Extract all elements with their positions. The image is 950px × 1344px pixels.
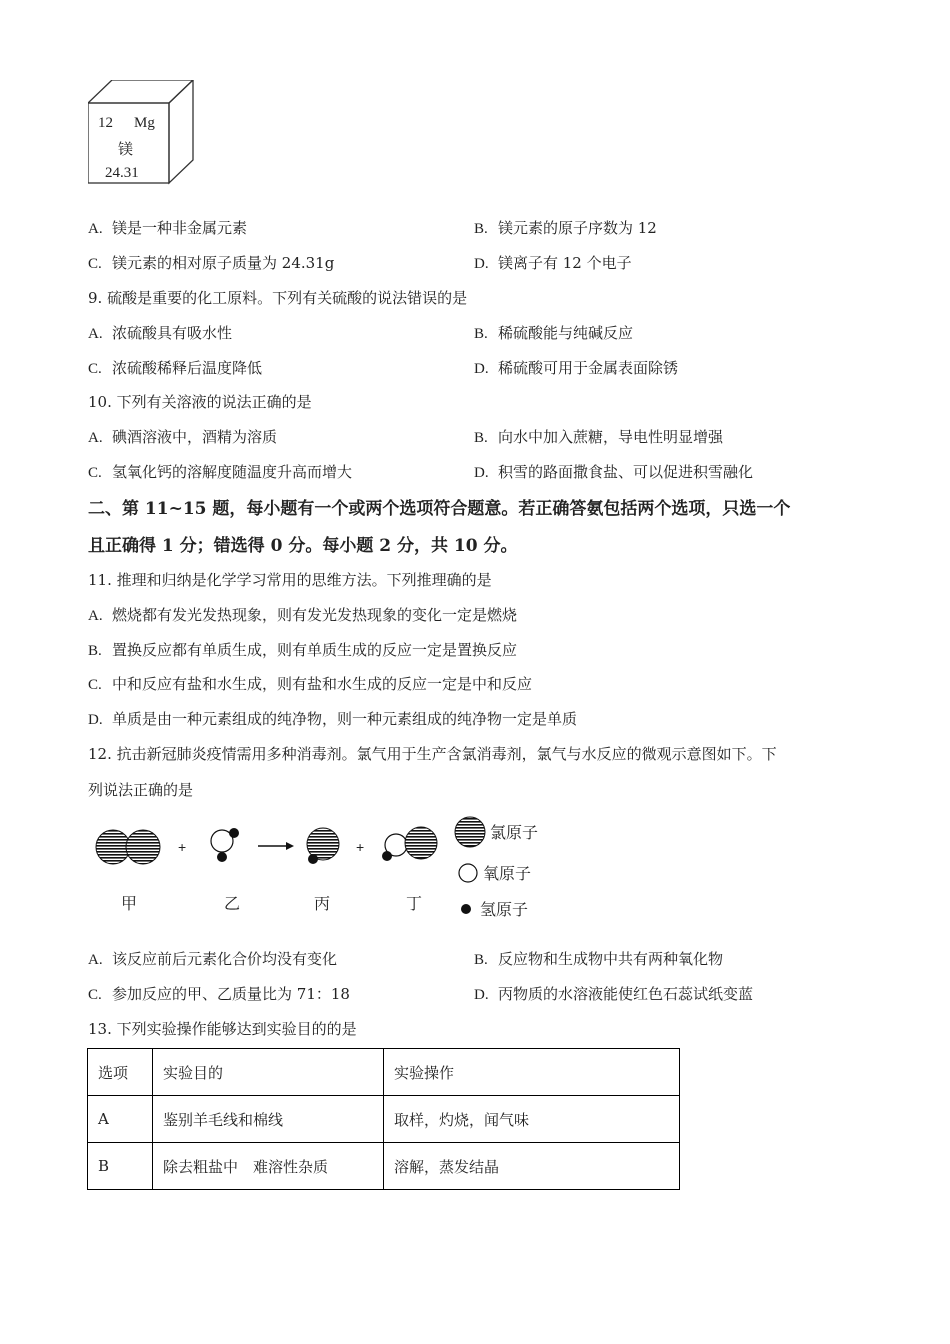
q11-option-d: D. 单质是由一种元素组成的纯净物，则一种元素组成的纯净物一定是单质 [88,710,578,728]
table-header-cell: 选项 [88,1049,153,1096]
q10-stem: 10. 下列有关溶液的说法正确的是 [88,393,312,411]
magnesium-element-card [88,80,198,192]
plus-sign-1: + [178,839,187,855]
q13-stem: 13. 下列实验操作能够达到实验目的的是 [88,1020,357,1038]
reaction-arrow-icon [258,842,294,850]
svg-text:氯原子: 氯原子 [490,823,539,842]
q10-option-b: B. 向水中加入蔗糖，导电性明显增强 [474,428,724,446]
table-cell: A [88,1096,153,1143]
element-name: 镁 [118,142,134,158]
table-header-cell: 实验目的 [153,1049,384,1096]
legend-hydrogen-atom [461,900,528,919]
label-bing: 丙 [314,894,331,913]
molecule-hydrogen-chloride [307,828,339,864]
svg-text:氢原子: 氢原子 [480,900,529,919]
q11-option-a: A. 燃烧都有发光发热现象，则有发光发热现象的变化一定是燃烧 [88,606,518,624]
svg-text:氧原子: 氧原子 [483,864,532,883]
section2-heading-line2: 且正确得 1 分；错选得 0 分。每小题 2 分，共 10 分。 [88,536,518,556]
q8-option-c: C. 镁元素的相对原子质量为 24.31g [88,254,335,272]
legend-chlorine-atom [455,817,538,847]
q8-option-d: D. 镁离子有 12 个电子 [474,254,632,272]
q12-option-a: A. 该反应前后元素化合价均没有变化 [88,950,338,968]
table-header-row [88,1049,680,1096]
legend-oxygen-atom [459,864,531,883]
table-row [88,1143,680,1190]
table-header-cell: 实验操作 [384,1049,680,1096]
q9-option-a: A. 浓硫酸具有吸水性 [88,324,233,342]
label-ding: 丁 [406,894,423,913]
molecule-chlorine-gas [96,830,160,864]
q11-stem: 11. 推理和归纳是化学学习常用的思维方法。下列推理确的是 [88,571,492,589]
reaction-micro-diagram [88,812,568,927]
q9-stem: 9. 硫酸是重要的化工原料。下列有关硫酸的说法错误的是 [88,289,468,307]
q12-option-d: D. 丙物质的水溶液能使红色石蕊试纸变蓝 [474,985,754,1003]
label-jia: 甲 [121,894,138,913]
q12-option-c: C. 参加反应的甲、乙质量比为 71：18 [88,985,350,1003]
table-cell: 鉴别羊毛线和棉线 [153,1096,384,1143]
table-cell: 除去粗盐中 难溶性杂质 [153,1143,384,1190]
q8-option-b: B. 镁元素的原子序数为 12 [474,219,657,237]
molecule-hypochlorous-acid [382,827,437,861]
q9-option-b: B. 稀硫酸能与纯碱反应 [474,324,634,342]
q12-stem-line2: 列说法正确的是 [88,781,194,799]
q9-option-c: C. 浓硫酸稀释后温度降低 [88,359,263,377]
label-yi: 乙 [224,894,241,913]
q10-option-c: C. 氢氧化钙的溶解度随温度升高而增大 [88,463,353,481]
table-cell: 取样，灼烧，闻气味 [384,1096,680,1143]
q12-option-b: B. 反应物和生成物中共有两种氧化物 [474,950,724,968]
q8-option-a: A. 镁是一种非金属元素 [88,219,248,237]
table-cell: B [88,1143,153,1190]
table-row [88,1096,680,1143]
element-mass: 24.31 [105,165,139,181]
q11-option-c: C. 中和反应有盐和水生成，则有盐和水生成的反应一定是中和反应 [88,675,533,693]
q10-option-d: D. 积雪的路面撒食盐、可以促进积雪融化 [474,463,754,481]
q11-option-b: B. 置换反应都有单质生成，则有单质生成的反应一定是置换反应 [88,641,518,659]
experiment-table [87,1048,680,1190]
element-number: 12 [98,115,113,131]
q12-stem-line1: 12. 抗击新冠肺炎疫情需用多种消毒剂。氯气用于生产含氯消毒剂，氯气与水反应的微观示意图如下。下 [88,745,777,763]
section2-heading-line1: 二、第 11~15 题，每小题有一个或两个选项符合题意。若正确答氨包括两个选项，只选一个 [88,499,791,519]
molecule-water [211,828,239,862]
element-symbol: Mg [134,115,155,131]
q9-option-d: D. 稀硫酸可用于金属表面除锈 [474,359,679,377]
plus-sign-2: + [356,839,365,855]
table-cell: 溶解，蒸发结晶 [384,1143,680,1190]
q10-option-a: A. 碘酒溶液中，酒精为溶质 [88,428,278,446]
